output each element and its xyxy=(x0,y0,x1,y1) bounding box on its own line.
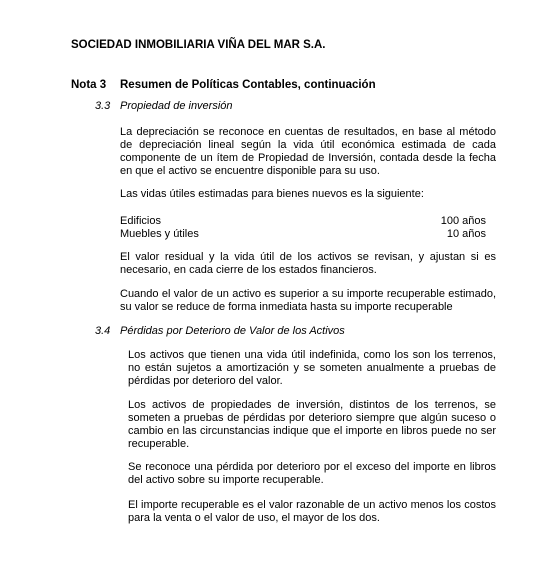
useful-life-row xyxy=(120,215,486,228)
section-3-4-paragraph-2: Los activos de propiedades de inversión, distintos de los terrenos, se someten a pruebas de pérdidas por deterioro siempre que algún suceso o cambio en las circunstancias indique que el importe en libros puede no ser recuperable. xyxy=(128,399,496,450)
section-3-3-title: Propiedad de inversión xyxy=(120,100,233,112)
useful-life-item: Edificios xyxy=(120,215,161,227)
section-3-3-heading xyxy=(95,100,233,113)
section-3-4-paragraph-4: El importe recuperable es el valor razonable de un activo menos los costos para la venta o el valor de uso, el mayor de los dos. xyxy=(128,499,496,524)
section-3-3-paragraph-4: Cuando el valor de un activo es superior a su importe recuperable estimado, su valor se reduce de forma inmediata hasta su importe recuperable xyxy=(120,288,496,313)
useful-life-item: Muebles y útiles xyxy=(120,228,199,240)
section-3-4-paragraph-1: Los activos que tienen una vida útil indefinida, como los son los terrenos, no están sujetos a amortización y se someten anualmente a pruebas de pérdidas por deterioro del valor. xyxy=(128,349,496,387)
useful-lives-table xyxy=(120,215,486,241)
section-3-4-heading xyxy=(95,325,345,338)
section-3-4-paragraph-3: Se reconoce una pérdida por deterioro por el exceso del importe en libros del activo sobre su importe recuperable. xyxy=(128,461,496,486)
section-3-3-number: 3.3 xyxy=(95,100,111,112)
note-header xyxy=(71,79,376,92)
company-name: SOCIEDAD INMOBILIARIA VIÑA DEL MAR S.A. xyxy=(71,39,326,51)
note-number: Nota 3 xyxy=(71,79,107,91)
useful-life-value: 100 años xyxy=(440,215,486,227)
useful-life-value: 10 años xyxy=(446,228,486,240)
section-3-3-paragraph-1: La depreciación se reconoce en cuentas de resultados, en base al método de depreciación lineal según la vida útil económica estimada de cada componente de un ítem de Propiedad de Inversión, contada desde la fecha en que el activo se encuentre disponible para su uso. xyxy=(120,126,496,177)
section-3-3-paragraph-3: El valor residual y la vida útil de los activos se revisan, y ajustan si es necesario, en cada cierre de los estados financieros. xyxy=(120,251,496,276)
section-3-3-paragraph-2: Las vidas útiles estimadas para bienes nuevos es la siguiente: xyxy=(120,188,424,200)
note-title: Resumen de Políticas Contables, continuación xyxy=(120,79,376,91)
useful-life-row xyxy=(120,228,486,241)
section-3-4-number: 3.4 xyxy=(95,325,111,337)
section-3-4-title: Pérdidas por Deterioro de Valor de los Activos xyxy=(120,325,345,337)
